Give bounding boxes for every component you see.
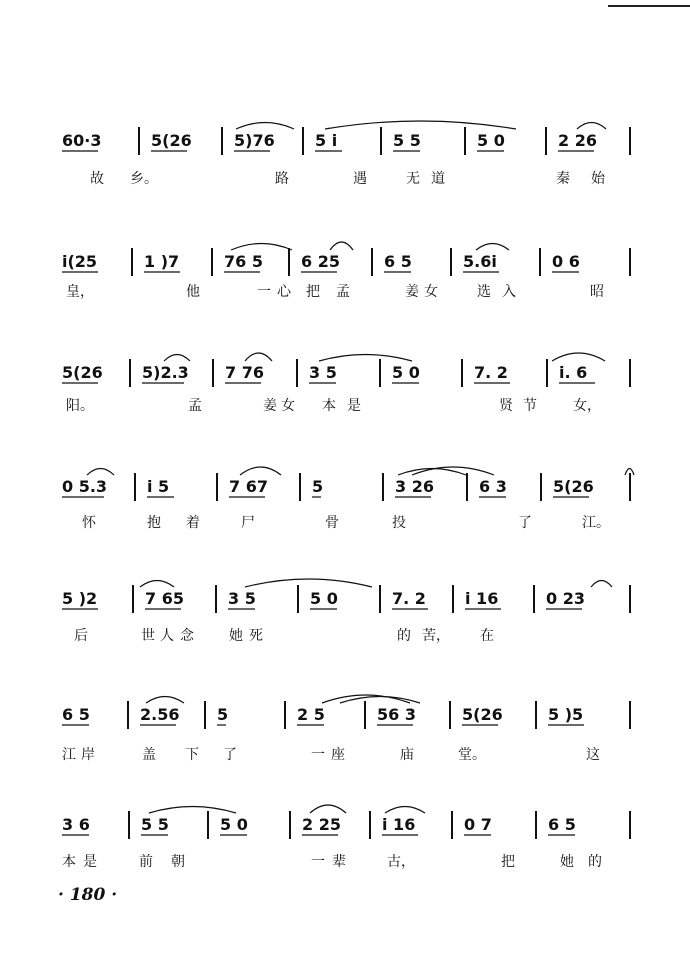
lyric-syllable: 江。: [582, 515, 610, 531]
lyric-syllable: 一: [311, 747, 325, 763]
lyric-syllable: 下: [185, 747, 199, 763]
lyric-syllable: 入: [502, 284, 516, 300]
measure-notation: 7 76: [225, 363, 264, 382]
measure-notation: 6 5: [384, 252, 412, 271]
lyric-syllable: 他: [186, 284, 200, 300]
measure-notation: 3 26: [395, 477, 434, 496]
lyric-syllable: 姜: [263, 398, 277, 414]
lyric-syllable: 投: [392, 515, 406, 531]
slur: [236, 123, 294, 130]
lyric-syllable: 庙: [400, 747, 414, 763]
lyric-syllable: 辈: [332, 854, 346, 870]
lyric-syllable: 女: [281, 398, 295, 414]
slur: [319, 355, 412, 362]
measure-notation: 3 5: [309, 363, 337, 382]
slur: [330, 242, 353, 250]
slur: [245, 353, 272, 361]
measure-notation: 5 0: [220, 815, 248, 834]
lyric-syllable: 路: [275, 171, 289, 187]
lyric-syllable: 是: [347, 398, 361, 414]
lyric-syllable: 这: [586, 747, 600, 763]
slur: [310, 805, 346, 813]
measure-notation: 5)76: [234, 131, 275, 150]
measure-notation: 0 7: [464, 815, 492, 834]
measure-notation: 76 5: [224, 252, 263, 271]
lyric-syllable: 孟: [188, 398, 202, 414]
lyric-syllable: 的: [397, 628, 411, 644]
measure-notation: 5(26: [62, 363, 103, 382]
measure-notation: 5 i: [315, 131, 338, 150]
lyric-syllable: 皇，: [66, 284, 94, 300]
page-number: · 180 ·: [58, 885, 118, 905]
measure-notation: 6 25: [301, 252, 340, 271]
measure-notation: 7. 2: [474, 363, 508, 382]
lyric-syllable: 本: [322, 398, 336, 414]
measure-notation: 5 0: [477, 131, 505, 150]
lyric-syllable: 岸: [81, 747, 95, 763]
lyric-syllable: 人: [160, 628, 174, 644]
slur: [245, 579, 372, 587]
lyric-syllable: 座: [331, 747, 345, 763]
slur: [577, 123, 606, 130]
measure-notation: 56 3: [377, 705, 416, 724]
measure-notation: 0 6: [552, 252, 580, 271]
slur: [591, 581, 612, 588]
lyric-syllable: 是: [83, 854, 97, 870]
measure-notation: 1 )7: [144, 252, 180, 271]
system-7: [62, 805, 630, 870]
lyric-syllable: 道: [431, 171, 445, 187]
lyric-syllable: 遇: [353, 171, 367, 187]
slur: [476, 244, 509, 251]
lyric-syllable: 把: [306, 284, 320, 300]
lyric-syllable: 昭: [590, 284, 604, 300]
lyric-syllable: 着: [186, 515, 200, 531]
measure-notation: 7 67: [229, 477, 268, 496]
measure-notation: 0 5.3: [62, 477, 108, 496]
measure-notation: 2 25: [302, 815, 341, 834]
measure-notation: 2 5: [297, 705, 325, 724]
lyric-syllable: 孟: [336, 284, 350, 300]
lyric-syllable: 了: [223, 747, 237, 763]
slur: [149, 807, 236, 814]
measure-notation: 5: [312, 477, 324, 496]
lyric-syllable: 朝: [171, 854, 185, 870]
system-6: [62, 695, 630, 763]
lyric-syllable: 在: [480, 628, 494, 644]
measure-notation: 5: [217, 705, 229, 724]
lyric-syllable: 死: [249, 628, 263, 644]
lyric-syllable: 的: [588, 854, 602, 870]
slur: [146, 697, 184, 704]
slur: [385, 807, 425, 814]
measure-notation: 5.6i: [463, 252, 497, 271]
measure-notation: i 16: [382, 815, 416, 834]
measure-notation: 6 5: [62, 705, 90, 724]
lyric-syllable: 女: [424, 284, 438, 300]
lyric-syllable: 前: [139, 854, 153, 870]
lyric-syllable: 怀: [82, 515, 96, 531]
lyric-syllable: 选: [477, 284, 491, 300]
lyric-syllable: 苦，: [422, 628, 450, 644]
measure-notation: i 16: [465, 589, 499, 608]
lyric-syllable: 了: [518, 515, 532, 531]
measure-notation: 5 0: [392, 363, 420, 382]
measure-notation: 7 65: [145, 589, 184, 608]
lyric-syllable: 本: [62, 854, 76, 870]
lyric-syllable: 贤: [499, 398, 513, 414]
measure-notation: 5 )5: [548, 705, 584, 724]
measure-notation: 5 5: [141, 815, 169, 834]
lyric-syllable: 把: [501, 854, 515, 870]
slur: [87, 469, 114, 476]
system-3: [62, 353, 630, 414]
measure-notation: i(25: [62, 252, 98, 271]
slur: [164, 355, 190, 362]
system-5: [62, 579, 630, 644]
lyric-syllable: 一: [257, 284, 271, 300]
slur: [231, 244, 292, 251]
measure-notation: 5 5: [393, 131, 421, 150]
lyric-syllable: 后: [74, 628, 88, 644]
measure-notation: i 5: [147, 477, 170, 496]
lyric-syllable: 女，: [573, 398, 601, 414]
measure-notation: 60·3: [62, 131, 102, 150]
lyric-syllable: 姜: [405, 284, 419, 300]
lyric-syllable: 故: [90, 171, 104, 187]
measure-notation: 5(26: [553, 477, 594, 496]
lyric-syllable: 骨: [325, 515, 339, 531]
lyric-syllable: 古，: [387, 854, 415, 870]
lyric-syllable: 始: [591, 171, 605, 187]
measure-notation: 3 5: [228, 589, 256, 608]
lyric-syllable: 抱: [147, 515, 161, 531]
lyric-syllable: 她: [229, 628, 243, 644]
lyric-syllable: 她: [560, 854, 574, 870]
measure-notation: 5 0: [310, 589, 338, 608]
lyric-syllable: 心: [277, 284, 291, 300]
lyric-syllable: 念: [180, 628, 194, 644]
lyric-syllable: 尸: [241, 515, 255, 531]
lyric-syllable: 江: [62, 747, 76, 763]
system-1: [62, 121, 630, 187]
system-4: [62, 467, 634, 531]
lyric-syllable: 无: [406, 171, 420, 187]
lyric-syllable: 一: [311, 854, 325, 870]
measure-notation: 5)2.3: [142, 363, 189, 382]
lyric-syllable: 秦: [556, 171, 570, 187]
measure-notation: 5 )2: [62, 589, 98, 608]
lyric-syllable: 阳。: [66, 398, 94, 414]
lyric-syllable: 世: [141, 628, 155, 644]
measure-notation: 6 3: [479, 477, 507, 496]
system-2: [62, 242, 630, 300]
lyric-syllable: 堂。: [458, 747, 486, 763]
measure-notation: 7. 2: [392, 589, 426, 608]
measure-notation: 6 5: [548, 815, 576, 834]
lyric-syllable: 乡。: [130, 171, 158, 187]
measure-notation: 5(26: [151, 131, 192, 150]
lyric-syllable: 节: [523, 398, 537, 414]
measure-notation: 3 6: [62, 815, 90, 834]
lyric-syllable: 盖: [142, 747, 156, 763]
slur: [240, 467, 281, 475]
measure-notation: 2.56: [140, 705, 180, 724]
slur: [140, 581, 174, 588]
slur: [552, 353, 605, 361]
measure-notation: 0 23: [546, 589, 585, 608]
measure-notation: 2 26: [558, 131, 597, 150]
measure-notation: i. 6: [559, 363, 588, 382]
slur: [325, 121, 516, 129]
measure-notation: 5(26: [462, 705, 503, 724]
